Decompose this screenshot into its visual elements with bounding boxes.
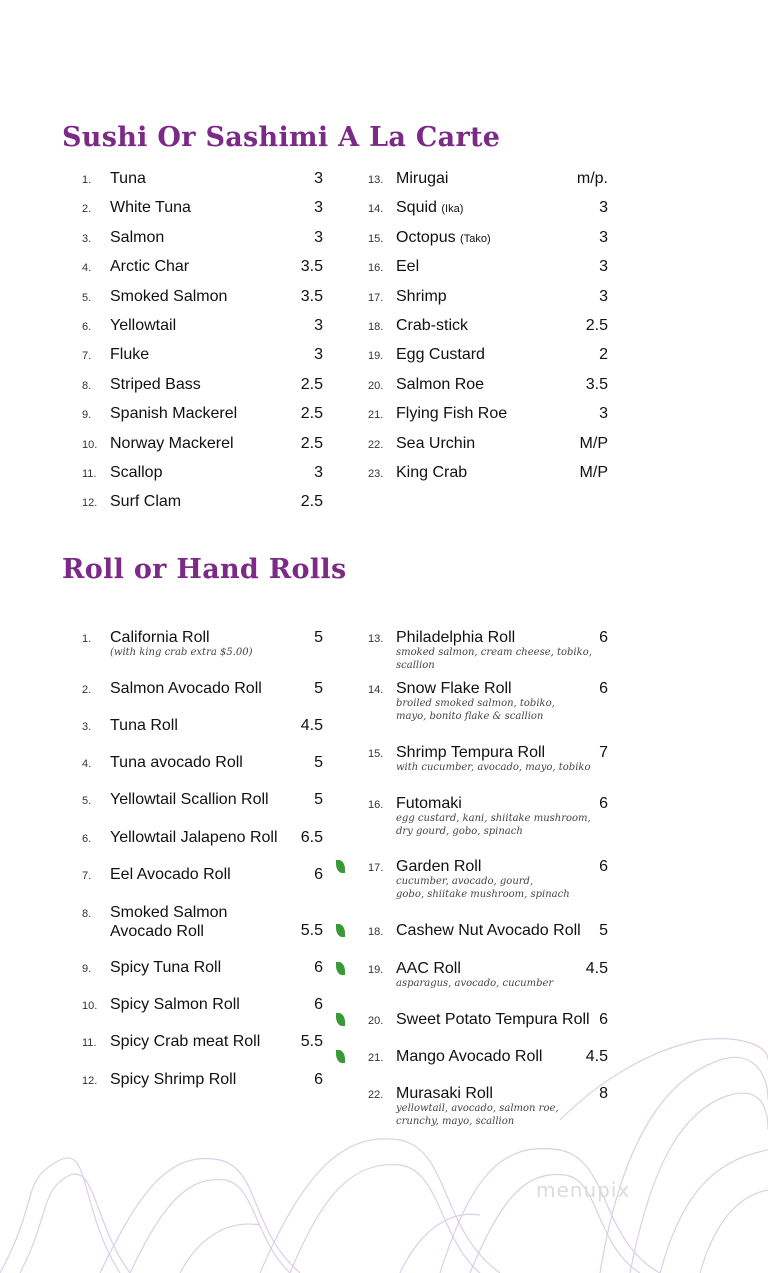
item-name [110, 716, 178, 735]
item-price: 3 [599, 258, 608, 276]
item-name-text: Smoked Salmon [110, 287, 228, 305]
item-name [110, 995, 240, 1014]
item-name [396, 628, 515, 647]
item-note: (Ika) [441, 203, 464, 216]
item-name [396, 921, 581, 940]
item-name-text: Spicy Crab meat Roll [110, 1033, 261, 1050]
item-price: 7 [599, 744, 608, 761]
item-name-text: Snow Flake Roll [396, 680, 512, 697]
item-name [110, 492, 181, 511]
item-name [110, 1070, 236, 1089]
item-number: 13. [368, 174, 384, 186]
sushi-section-title: Sushi Or Sashimi A La Carte [62, 122, 501, 153]
item-name [396, 228, 491, 249]
item-name-text: Mango Avocado Roll [396, 1048, 543, 1065]
item-name-text: Shrimp Tempura Roll [396, 744, 546, 761]
item-name [396, 257, 419, 276]
item-number: 15. [368, 748, 384, 760]
item-price: 6 [314, 1071, 323, 1088]
menu-item [82, 463, 323, 493]
item-number: 9. [82, 409, 92, 422]
menu-item [368, 257, 608, 287]
item-name-text: Salmon Avocado Roll [110, 680, 262, 697]
item-name [396, 375, 484, 394]
item-number: 10. [82, 438, 98, 451]
item-name [396, 169, 448, 188]
menu-item [368, 1010, 608, 1040]
item-name-text: Cashew Nut Avocado Roll [396, 922, 581, 939]
menu-item [368, 434, 608, 464]
menu-item [82, 316, 323, 346]
item-number: 4. [82, 262, 92, 275]
item-name-text: Spanish Mackerel [110, 405, 238, 423]
item-name [110, 958, 221, 977]
menu-item [368, 287, 608, 317]
item-name [110, 903, 227, 941]
item-price: 6 [314, 996, 323, 1013]
item-name-text: Spicy Salmon Roll [110, 996, 240, 1013]
item-number: 18. [368, 926, 384, 938]
item-price: 3 [599, 199, 608, 217]
item-number: 17. [368, 291, 384, 304]
item-price: 6.5 [300, 829, 323, 846]
item-name [110, 169, 146, 188]
item-price: 3 [314, 346, 323, 364]
item-price: 2.5 [300, 375, 323, 393]
item-name [110, 345, 149, 364]
item-name-text: Yellowtail Jalapeno Roll [110, 829, 278, 846]
item-price: 3.5 [585, 375, 608, 393]
menu-item [368, 959, 608, 989]
item-number: 12. [82, 1075, 98, 1087]
item-number: 2. [82, 684, 92, 696]
item-name [396, 287, 447, 306]
item-name-text: Eel [396, 258, 420, 276]
item-price: 6 [599, 1011, 608, 1028]
item-number: 14. [368, 203, 384, 216]
item-name-text: White Tuna [110, 199, 191, 217]
item-price: 4.5 [585, 1048, 608, 1065]
item-name-text: Scallop [110, 464, 163, 481]
item-name [396, 404, 507, 423]
item-number: 16. [368, 799, 384, 811]
item-price: 3 [314, 170, 323, 187]
item-description: yellowtail, avocado, salmon roe, crunchy, mayo, scallion [396, 1103, 559, 1127]
item-number: 2. [82, 203, 92, 216]
menu-item [82, 257, 323, 287]
item-number: 21. [368, 1052, 384, 1064]
item-name [396, 959, 461, 978]
item-number: 9. [82, 963, 92, 975]
item-price: M/P [579, 464, 608, 481]
item-number: 16. [368, 262, 384, 275]
item-price: 2.5 [585, 317, 608, 334]
menu-item [82, 679, 323, 709]
item-name-text: Philadelphia Roll [396, 629, 516, 646]
menu-item [82, 434, 323, 464]
menu-item [368, 345, 608, 375]
menu-item [82, 1032, 323, 1062]
menu-item [368, 743, 608, 773]
menu-item [368, 679, 608, 722]
menu-item [368, 375, 608, 405]
item-number: 8. [82, 908, 92, 920]
item-number: 8. [82, 379, 92, 392]
menu-item [82, 287, 323, 317]
menu-item [82, 903, 323, 940]
item-description: broiled smoked salmon, tobiko, mayo, bonito flake & scallion [396, 698, 555, 722]
menu-item [368, 921, 608, 951]
item-number: 5. [82, 795, 92, 807]
item-number: 7. [82, 870, 92, 882]
item-number: 7. [82, 350, 92, 363]
item-number: 6. [82, 833, 92, 845]
menu-item [368, 463, 608, 493]
item-name-text: Futomaki [396, 795, 462, 812]
item-price: 8 [599, 1085, 608, 1102]
menu-item [368, 1084, 608, 1127]
item-name-text: Yellowtail Scallion Roll [110, 791, 269, 808]
item-price: M/P [579, 434, 608, 452]
menu-item [82, 345, 323, 375]
item-number: 11. [82, 468, 97, 480]
item-name [396, 857, 481, 876]
item-name [110, 1032, 260, 1051]
item-number: 18. [368, 321, 384, 333]
item-price: 5 [599, 922, 608, 939]
item-name [110, 316, 176, 335]
item-number: 1. [82, 633, 92, 645]
item-name [396, 316, 468, 335]
item-number: 21. [368, 409, 384, 422]
item-number: 3. [82, 232, 92, 245]
item-price: 3 [599, 405, 608, 423]
item-name [396, 345, 485, 364]
item-name-text: Spicy Shrimp Roll [110, 1071, 237, 1088]
item-name-text: Fluke [110, 346, 150, 364]
item-name [110, 463, 162, 482]
watermark: menupix [536, 1178, 631, 1202]
item-name-text: Norway Mackerel [110, 434, 234, 452]
item-name-text: Tuna Roll [110, 717, 178, 734]
item-number: 12. [82, 497, 98, 510]
item-description: with cucumber, avocado, mayo, tobiko [396, 762, 591, 773]
menu-item [368, 198, 608, 228]
item-name [110, 375, 201, 394]
menu-item [82, 753, 323, 783]
menu-item [82, 995, 323, 1025]
item-note: (Tako) [460, 232, 491, 245]
item-description: cucumber, avocado, gourd, gobo, shiitake mushroom, spinach [396, 876, 570, 900]
item-price: 5 [314, 791, 323, 808]
item-name-text: Tuna [110, 170, 146, 187]
item-name-text: Yellowtail [110, 317, 177, 334]
item-name-text: Egg Custard [396, 346, 485, 364]
item-description: smoked salmon, cream cheese, tobiko, scallion [396, 647, 592, 671]
menu-item [82, 628, 323, 658]
menu-item [82, 228, 323, 258]
item-name [396, 1010, 590, 1029]
item-name-text: Salmon Roe [396, 375, 485, 393]
item-price: m/p. [576, 170, 608, 187]
item-number: 5. [82, 291, 92, 304]
item-name-text: Arctic Char [110, 258, 190, 276]
item-name [396, 679, 512, 698]
item-name-text: Mirugai [396, 170, 449, 187]
item-number: 14. [368, 684, 384, 696]
item-price: 6 [599, 629, 608, 646]
item-name [396, 743, 545, 762]
item-number: 15. [368, 232, 384, 245]
item-number: 11. [82, 1037, 97, 1049]
item-price: 3 [599, 287, 608, 305]
item-price: 2.5 [300, 434, 323, 452]
menu-item [368, 169, 608, 199]
item-name-text: Salmon [110, 228, 165, 246]
item-price: 3 [314, 199, 323, 217]
menu-item [82, 828, 323, 858]
item-name-text: King Crab [396, 464, 468, 481]
menu-item [82, 790, 323, 820]
item-name [110, 679, 262, 698]
item-name [110, 828, 278, 847]
item-name-text: California Roll [110, 629, 210, 646]
item-number: 22. [368, 1089, 384, 1101]
item-name [110, 434, 234, 453]
item-number: 19. [368, 350, 384, 363]
item-price: 5 [314, 680, 323, 697]
item-price: 3 [314, 464, 323, 481]
item-name [110, 628, 210, 647]
item-name [110, 228, 164, 247]
rolls-section-title: Roll or Hand Rolls [62, 554, 347, 585]
item-price: 6 [314, 866, 323, 883]
item-name [110, 404, 237, 423]
item-price: 4.5 [300, 717, 323, 734]
item-name-text: Crab-stick [396, 317, 469, 334]
item-price: 5.5 [300, 1033, 323, 1050]
item-price: 2 [599, 346, 608, 364]
item-name-text: Tuna avocado Roll [110, 754, 243, 771]
item-price: 2.5 [300, 405, 323, 423]
item-name-text: Sea Urchin [396, 434, 476, 452]
item-description: (with king crab extra $5.00) [110, 647, 253, 658]
item-name [396, 198, 463, 219]
item-name-text: AAC Roll [396, 960, 461, 977]
item-name [110, 790, 269, 809]
item-name [110, 287, 227, 306]
item-price: 6 [314, 959, 323, 976]
menu-item [82, 492, 323, 522]
item-number: 1. [82, 174, 92, 186]
item-name-text: Striped Bass [110, 375, 201, 393]
menu-item [82, 958, 323, 988]
menu-item [368, 316, 608, 346]
item-name-text: Garden Roll [396, 858, 482, 875]
menu-item [368, 794, 608, 837]
item-name-text: Murasaki Roll [396, 1085, 493, 1102]
item-number: 10. [82, 1000, 98, 1012]
menu-item [82, 1070, 323, 1100]
menu-item [82, 404, 323, 434]
menu-item [82, 198, 323, 228]
item-number: 20. [368, 379, 384, 392]
item-name-text: Smoked Salmon Avocado Roll [110, 904, 228, 940]
menu-item [368, 1047, 608, 1077]
item-name [396, 463, 467, 482]
item-number: 22. [368, 438, 384, 451]
item-name [396, 1084, 493, 1103]
item-name-text: Eel Avocado Roll [110, 866, 231, 883]
item-price: 6 [599, 858, 608, 875]
item-name-text: Flying Fish Roe [396, 405, 508, 423]
item-number: 4. [82, 758, 92, 770]
menu-item [82, 865, 323, 895]
item-price: 3.5 [300, 258, 323, 276]
item-price: 3.5 [300, 287, 323, 305]
item-price: 6 [599, 795, 608, 812]
item-price: 3 [314, 228, 323, 246]
item-name-text: Squid [396, 199, 437, 217]
item-number: 19. [368, 964, 384, 976]
item-price: 3 [599, 228, 608, 246]
menu-item [368, 628, 608, 671]
item-price: 3 [314, 317, 323, 334]
item-description: asparagus, avocado, cucumber [396, 978, 554, 989]
item-number: 3. [82, 721, 92, 733]
menu-item [368, 857, 608, 900]
item-description: egg custard, kani, shiitake mushroom, dry gourd, gobo, spinach [396, 813, 591, 837]
item-name [396, 1047, 542, 1066]
menu-item [368, 404, 608, 434]
item-name-text: Sweet Potato Tempura Roll [396, 1011, 590, 1028]
item-number: 13. [368, 633, 384, 645]
item-number: 17. [368, 862, 384, 874]
menu-item [82, 169, 323, 199]
menu-item [368, 228, 608, 258]
item-name-text: Surf Clam [110, 493, 182, 511]
item-price: 6 [599, 680, 608, 697]
item-price: 5 [314, 629, 323, 646]
item-name-text: Spicy Tuna Roll [110, 959, 222, 976]
item-name [396, 434, 475, 453]
item-number: 20. [368, 1015, 384, 1027]
item-name-text: Octopus [396, 228, 456, 246]
item-price: 4.5 [585, 960, 608, 977]
item-name-text: Shrimp [396, 287, 447, 305]
item-name [110, 257, 189, 276]
item-name [110, 865, 231, 884]
menu-item [82, 375, 323, 405]
item-number: 23. [368, 468, 384, 480]
item-price: 5.5 [300, 922, 323, 939]
item-name [110, 198, 191, 217]
item-name [396, 794, 462, 813]
item-name [110, 753, 243, 772]
menu-item [82, 716, 323, 746]
item-number: 6. [82, 321, 92, 333]
item-price: 2.5 [300, 493, 323, 511]
item-price: 5 [314, 754, 323, 771]
